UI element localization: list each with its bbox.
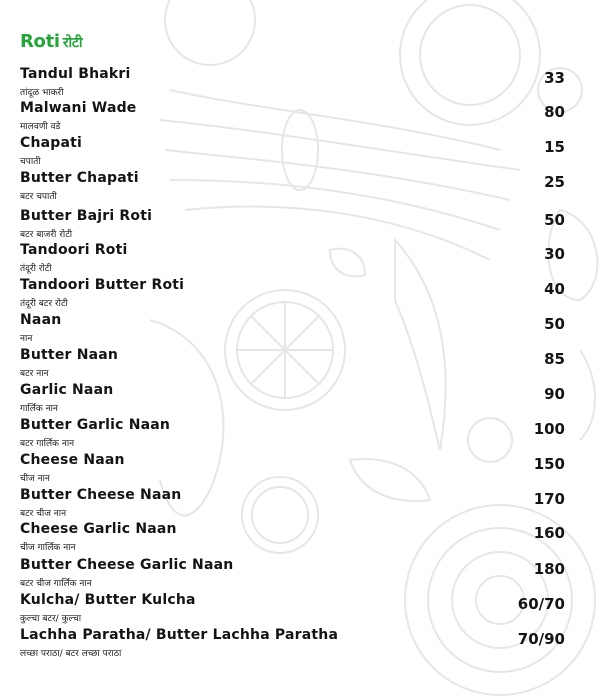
- item-name: Tandul Bhakri: [20, 66, 131, 82]
- item-name: Butter Chapati: [20, 170, 139, 186]
- menu-item: [0, 100, 601, 134]
- menu-item: [0, 170, 601, 204]
- menu-item: [0, 557, 601, 591]
- item-name-marathi: तंदूरी रोटी: [20, 264, 52, 274]
- item-price: 80: [544, 103, 565, 121]
- item-price: 25: [544, 173, 565, 191]
- item-price: 30: [544, 245, 565, 263]
- item-name: Naan: [20, 312, 62, 328]
- item-name-marathi: बटर नान: [20, 369, 49, 379]
- menu-item: [0, 592, 601, 626]
- item-name-marathi: बटर गार्लिक नान: [20, 439, 75, 449]
- menu-item: [0, 66, 601, 100]
- item-price: 85: [544, 350, 565, 368]
- menu-item: [0, 382, 601, 416]
- item-price: 50: [544, 211, 565, 229]
- item-name-marathi: तांदूळ भाकरी: [20, 88, 64, 98]
- menu-item: [0, 627, 601, 661]
- item-name: Garlic Naan: [20, 382, 114, 398]
- item-price: 90: [544, 385, 565, 403]
- item-name: Cheese Naan: [20, 452, 125, 468]
- item-name-marathi: बटर चपाती: [20, 192, 57, 202]
- item-price: 60/70: [517, 595, 565, 613]
- section-title: [20, 31, 82, 52]
- menu-item: [0, 242, 601, 276]
- section-title-english: Roti: [20, 31, 60, 52]
- item-name: Cheese Garlic Naan: [20, 521, 177, 537]
- menu-item: [0, 208, 601, 242]
- item-name-marathi: मालवणी वडे: [20, 122, 61, 132]
- item-price: 170: [533, 490, 565, 508]
- item-name-marathi: बटर चीज गार्लिक नान: [20, 579, 92, 589]
- menu-item: [0, 135, 601, 169]
- item-name: Tandoori Butter Roti: [20, 277, 185, 293]
- item-name-marathi: बटर चीज नान: [20, 509, 67, 519]
- item-name: Tandoori Roti: [20, 242, 128, 258]
- item-price: 15: [544, 138, 565, 156]
- item-price: 33: [544, 69, 565, 87]
- item-name-marathi: चीज गार्लिक नान: [20, 543, 76, 553]
- item-price: 70/90: [517, 630, 565, 648]
- item-price: 50: [544, 315, 565, 333]
- item-name-marathi: नान: [20, 334, 33, 344]
- menu-item: [0, 277, 601, 311]
- item-name: Kulcha/ Butter Kulcha: [20, 592, 196, 608]
- item-name-marathi: बटर बाजरी रोटी: [20, 230, 73, 240]
- item-name-marathi: गार्लिक नान: [20, 404, 58, 414]
- item-price: 150: [533, 455, 565, 473]
- item-name: Lachha Paratha/ Butter Lachha Paratha: [20, 627, 339, 643]
- item-name-marathi: चपाती: [20, 157, 41, 167]
- item-name-marathi: लच्छा पराठा/ बटर लच्छा पराठा: [20, 649, 122, 659]
- item-name: Butter Naan: [20, 347, 119, 363]
- item-name-marathi: कुल्चा बटर/ कुल्चा: [20, 614, 82, 624]
- item-name: Malwani Wade: [20, 100, 137, 116]
- item-price: 160: [533, 524, 565, 542]
- item-price: 40: [544, 280, 565, 298]
- item-name: Butter Garlic Naan: [20, 417, 171, 433]
- menu-item: [0, 417, 601, 451]
- item-name: Butter Bajri Roti: [20, 208, 153, 224]
- item-name: Chapati: [20, 135, 83, 151]
- item-name: Butter Cheese Naan: [20, 487, 182, 503]
- item-price: 100: [533, 420, 565, 438]
- item-name-marathi: चीज नान: [20, 474, 50, 484]
- menu-item: [0, 487, 601, 521]
- item-name-marathi: तंदूरी बटर रोटी: [20, 299, 68, 309]
- section-title-marathi: रोटी: [62, 35, 83, 51]
- menu-item: [0, 312, 601, 346]
- menu-item: [0, 521, 601, 555]
- item-price: 180: [533, 560, 565, 578]
- menu-item: [0, 452, 601, 486]
- item-name: Butter Cheese Garlic Naan: [20, 557, 234, 573]
- menu-item: [0, 347, 601, 381]
